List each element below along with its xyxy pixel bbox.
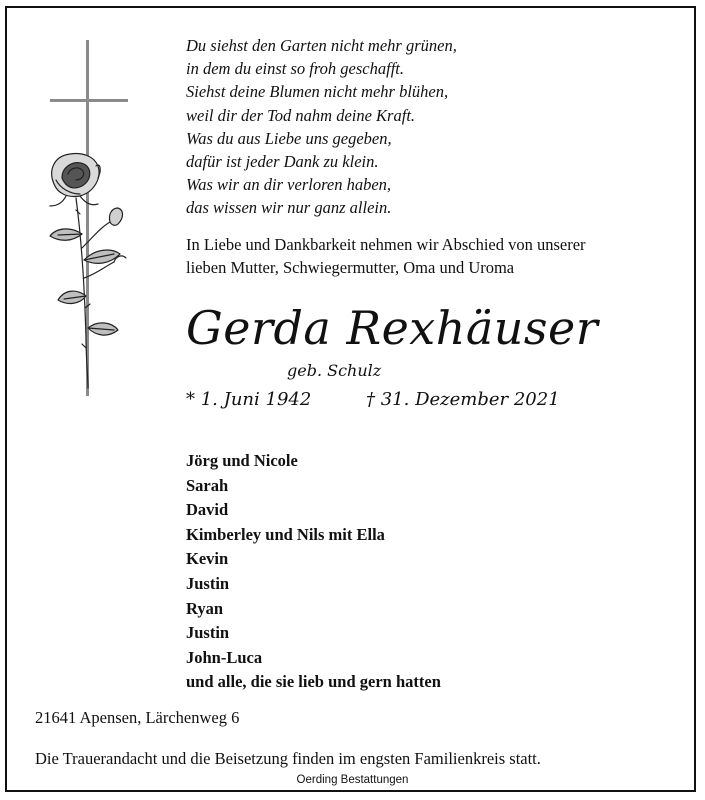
mourner-item: Kevin — [186, 549, 229, 569]
poem-line: weil dir der Tod nahm deine Kraft. — [186, 105, 416, 125]
maiden-name: geb. Schulz — [287, 361, 382, 380]
mourner-item: Kimberley und Nils mit Ella — [186, 524, 385, 544]
family-address: 21641 Apensen, Lärchenweg 6 — [35, 708, 240, 727]
intro-text — [186, 233, 586, 279]
cross-rose-decoration — [36, 38, 146, 400]
intro-line: In Liebe und Dankbarkeit nehmen wir Abschied von unserer — [186, 235, 586, 254]
poem-line: in dem du einst so froh geschafft. — [186, 59, 404, 79]
deceased-name: Gerda Rexhäuser — [186, 301, 599, 355]
intro-line: lieben Mutter, Schwiegermutter, Oma und Uroma — [186, 258, 515, 277]
mourner-item: John-Luca — [186, 647, 263, 667]
mourner-item: Justin — [186, 573, 230, 593]
mourner-item: Justin — [186, 623, 230, 643]
poem-line: das wissen wir nur ganz allein. — [186, 198, 392, 218]
mourner-item: Jörg und Nicole — [186, 451, 298, 470]
mourner-item: und alle, die sie lieb und gern hatten — [186, 672, 441, 692]
death-date: † 31. Dezember 2021 — [366, 389, 560, 410]
poem-line: Was du aus Liebe uns gegeben, — [186, 128, 392, 148]
mourners-list — [186, 449, 441, 695]
poem-line: Du siehst den Garten nicht mehr grünen, — [186, 36, 457, 55]
undertaker-credit: Oerding Bestattungen — [296, 774, 409, 786]
poem-line: Siehst deine Blumen nicht mehr blühen, — [186, 82, 449, 102]
mourner-item: David — [186, 500, 229, 520]
poem — [186, 34, 457, 220]
poem-line: Was wir an dir verloren haben, — [186, 175, 392, 195]
poem-line: dafür ist jeder Dank zu klein. — [186, 152, 379, 172]
birth-date: * 1. Juni 1942 — [186, 389, 312, 410]
mourner-item: Sarah — [186, 475, 229, 495]
funeral-notice: Die Trauerandacht und die Beisetzung finden im engsten Familienkreis statt. — [35, 749, 541, 768]
mourner-item: Ryan — [186, 598, 224, 618]
